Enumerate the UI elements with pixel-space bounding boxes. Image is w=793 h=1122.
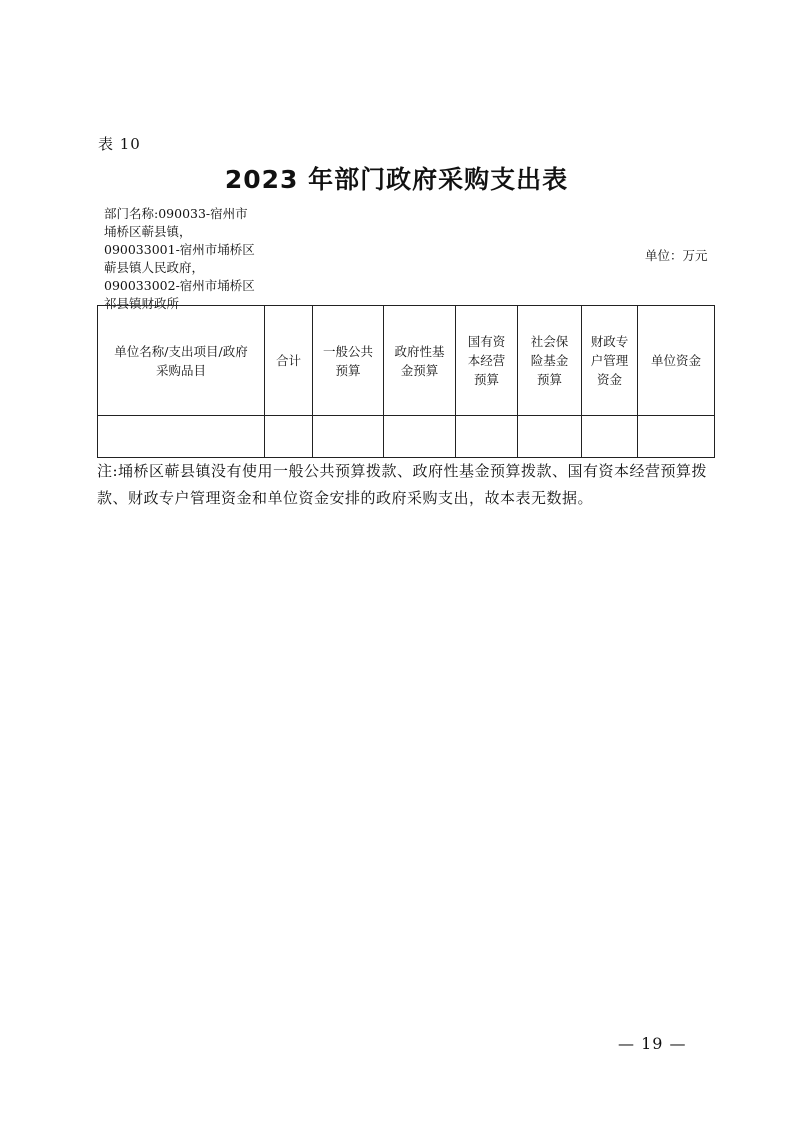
department-name-line: 090033002-宿州市埇桥区 (104, 278, 255, 293)
page-number: — 19 — (618, 1034, 687, 1053)
department-name-line: 蕲县镇人民政府， (104, 260, 205, 275)
column-header-label: 财政专户管理资金 (590, 334, 629, 387)
table-cell (265, 416, 313, 458)
column-header-general-public-budget (313, 306, 384, 416)
department-name-line: 埇桥区蕲县镇， (104, 224, 192, 239)
table-cell (384, 416, 456, 458)
column-header-label: 合计 (275, 353, 301, 368)
column-header-unit-funds (638, 306, 715, 416)
table-number-label: 表 10 (98, 135, 141, 153)
column-header-state-capital-budget (456, 306, 518, 416)
column-header-label: 社会保险基金预算 (530, 334, 569, 387)
department-name-line: 部门名称:090033-宿州市 (104, 206, 248, 221)
table-cell (313, 416, 384, 458)
column-header-special-account-funds (582, 306, 638, 416)
column-header-unit-name (98, 306, 265, 416)
department-name-line: 祁县镇财政所 (104, 296, 180, 311)
department-name-block (104, 205, 274, 313)
table-cell (98, 416, 265, 458)
unit-label: 单位：万元 (645, 248, 708, 263)
column-header-label: 政府性基金预算 (394, 343, 445, 378)
table-cell (582, 416, 638, 458)
table-header-row (98, 306, 715, 416)
column-header-social-insurance-budget (518, 306, 582, 416)
table-cell (518, 416, 582, 458)
table-cell (638, 416, 715, 458)
table-note: 注:埇桥区蕲县镇没有使用一般公共预算拨款、政府性基金预算拨款、国有资本经营预算拨款、财政专户管理资金和单位资金安排的政府采购支出，故本表无数据。 (97, 462, 708, 507)
department-name-line: 090033001-宿州市埇桥区 (104, 242, 255, 257)
column-header-label: 一般公共预算 (322, 343, 373, 378)
column-header-label: 国有资本经营预算 (467, 334, 506, 387)
column-header-total (265, 306, 313, 416)
column-header-government-fund-budget (384, 306, 456, 416)
column-header-label: 单位名称/支出项目/政府采购品目 (114, 343, 248, 378)
procurement-expenditure-table (97, 305, 715, 458)
table-cell (456, 416, 518, 458)
page-title: 2023 年部门政府采购支出表 (224, 165, 569, 194)
column-header-label: 单位资金 (650, 353, 701, 368)
table-row (98, 416, 715, 458)
